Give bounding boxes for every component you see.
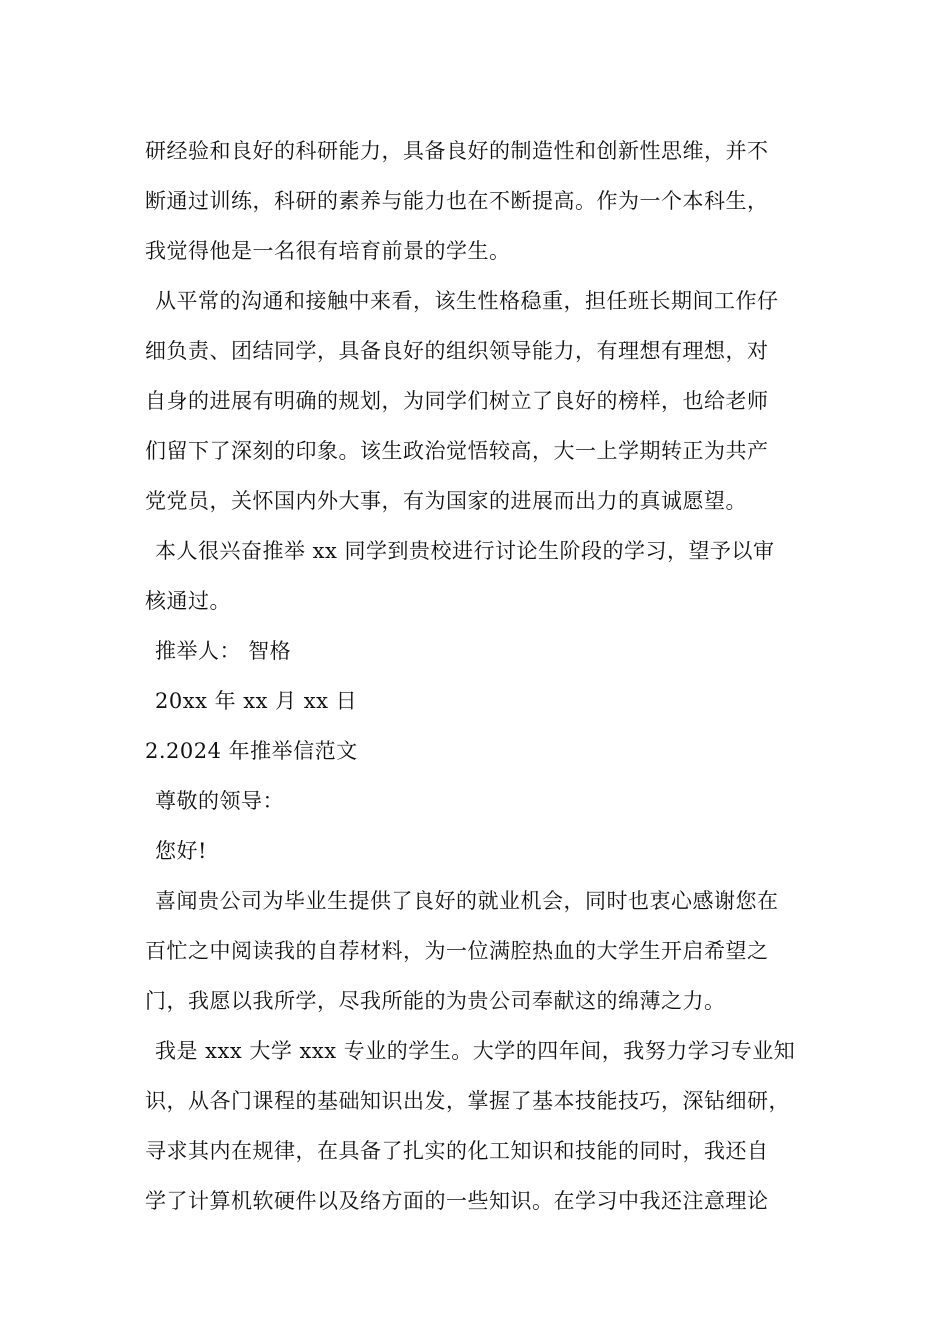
body-text-line: 断通过训练，科研的素养与能力也在不断提高。作为一个本科生， [145,189,769,213]
paragraph-start-line: 我是 xxx 大学 xxx 专业的学生。大学的四年间，我努力学习专业知 [155,1039,796,1063]
body-text-line: 细负责、团结同学，具备良好的组织领导能力，有理想有理想，对 [145,339,769,363]
body-text-line: 寻求其内在规律，在具备了扎实的化工知识和技能的同时，我还自 [145,1139,769,1163]
body-text-line: 研经验和良好的科研能力，具备良好的制造性和创新性思维，并不 [145,139,769,163]
body-text-line: 核通过。 [145,589,231,613]
paragraph-start-line: 本人很兴奋推举 xx 同学到贵校进行讨论生阶段的学习，望予以审 [155,539,775,563]
body-text-line: 党党员，关怀国内外大事，有为国家的进展而出力的真诚愿望。 [145,489,747,513]
paragraph-start-line: 从平常的沟通和接触中来看，该生性格稳重，担任班长期间工作仔 [155,289,779,313]
recommender-signature: 推举人： 智格 [155,639,292,663]
body-text-line: 学了计算机软硬件以及络方面的一些知识。在学习中我还注意理论 [145,1189,769,1213]
signature-date: 20xx 年 xx 月 xx 日 [155,689,358,713]
salutation: 尊敬的领导： [155,789,284,813]
paragraph-start-line: 喜闻贵公司为毕业生提供了良好的就业机会，同时也衷心感谢您在 [155,889,779,913]
section-heading: 2.2024 年推举信范文 [145,739,358,763]
body-text-line: 们留下了深刻的印象。该生政治觉悟较高，大一上学期转正为共产 [145,439,769,463]
greeting: 您好! [155,839,207,863]
body-text-line: 门，我愿以我所学，尽我所能的为贵公司奉献这的绵薄之力。 [145,989,726,1013]
body-text-line: 百忙之中阅读我的自荐材料，为一位满腔热血的大学生开启希望之 [145,939,769,963]
body-text-line: 自身的进展有明确的规划，为同学们树立了良好的榜样，也给老师 [145,389,769,413]
body-text-line: 我觉得他是一名很有培育前景的学生。 [145,239,511,263]
body-text-line: 识，从各门课程的基础知识出发，掌握了基本技能技巧，深钻细研， [145,1089,790,1113]
